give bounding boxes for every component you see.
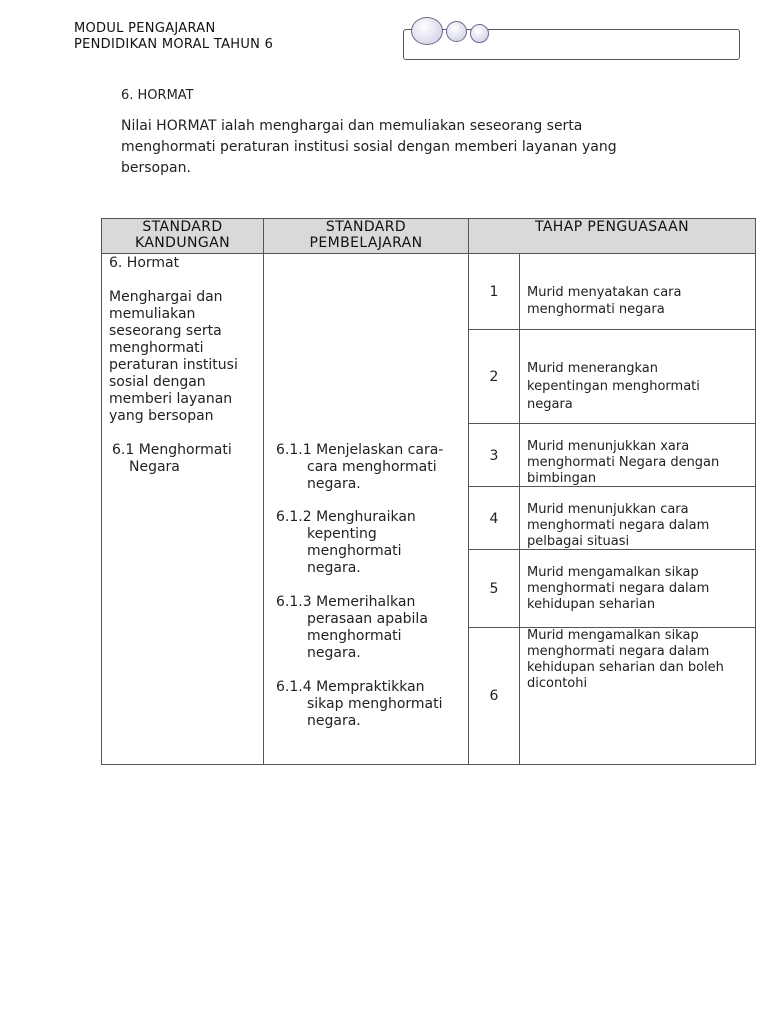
kandungan-line: peraturan institusi bbox=[109, 357, 238, 373]
pembelajaran-item-lead: 6.1.4 Mempraktikkan bbox=[276, 679, 425, 695]
pembelajaran-item-lead: 6.1.3 Memerihalkan bbox=[276, 594, 416, 610]
kandungan-line: seseorang serta bbox=[109, 323, 222, 339]
kandungan-line: yang bersopan bbox=[109, 408, 214, 424]
level-description bbox=[527, 502, 755, 550]
level-description-line: menghormati negara dalam bbox=[527, 518, 710, 533]
pembelajaran-item-line: kepenting bbox=[307, 526, 377, 542]
level-description-line: bimbingan bbox=[527, 471, 597, 486]
level-description-line: pelbagai situasi bbox=[527, 534, 630, 549]
kandungan-line: menghormati bbox=[109, 340, 204, 356]
pembelajaran-item-line: negara. bbox=[307, 713, 361, 729]
column-divider-1 bbox=[263, 218, 264, 765]
header-pembelajaran-line1: STANDARD bbox=[325, 219, 407, 235]
medium-circle-icon bbox=[446, 21, 467, 42]
header-pembelajaran-line2: PEMBELAJARAN bbox=[309, 235, 423, 251]
table-border-right bbox=[755, 218, 756, 765]
pembelajaran-item-line: negara. bbox=[307, 476, 361, 492]
level-description-line: menghormati negara dalam bbox=[527, 581, 710, 596]
table-header-divider bbox=[101, 253, 756, 254]
level-description-line: Murid mengamalkan sikap bbox=[527, 628, 699, 643]
column-divider-3 bbox=[519, 253, 520, 765]
pembelajaran-item-lead: 6.1.2 Menghuraikan bbox=[276, 509, 416, 525]
header-standard-kandungan bbox=[102, 219, 263, 251]
module-subtitle: PENDIDIKAN MORAL TAHUN 6 bbox=[74, 37, 274, 52]
pembelajaran-item-line: menghormati bbox=[307, 628, 402, 644]
section-title: 6. HORMAT bbox=[121, 88, 194, 103]
pembelajaran-item-line: negara. bbox=[307, 560, 361, 576]
level-description-line: kepentingan menghormati bbox=[527, 379, 700, 394]
level-description bbox=[527, 628, 755, 692]
level-description-line: Murid menunjukkan cara bbox=[527, 502, 689, 517]
pembelajaran-item bbox=[276, 594, 466, 662]
kandungan-line: Menghargai dan bbox=[109, 289, 223, 305]
pembelajaran-item-line: negara. bbox=[307, 645, 361, 661]
kandungan-subsection bbox=[112, 442, 232, 476]
row-divider-2 bbox=[468, 423, 755, 424]
module-header bbox=[74, 21, 273, 53]
level-description-line: dicontohi bbox=[527, 676, 588, 691]
column-divider-2 bbox=[468, 218, 469, 765]
level-number: 5 bbox=[489, 581, 499, 597]
kandungan-line: sosial dengan bbox=[109, 374, 206, 390]
level-description-line: negara bbox=[527, 397, 573, 412]
kandungan-subsection-line1: 6.1 Menghormati bbox=[112, 442, 232, 458]
pembelajaran-item bbox=[276, 509, 466, 577]
level-description-line: menghormati negara bbox=[527, 302, 665, 317]
level-description-line: Murid mengamalkan sikap bbox=[527, 565, 699, 580]
module-title: MODUL PENGAJARAN bbox=[74, 21, 216, 36]
level-description bbox=[527, 360, 755, 414]
pembelajaran-item-line: cara menghormati bbox=[307, 459, 437, 475]
pembelajaran-item bbox=[276, 679, 466, 730]
kandungan-description bbox=[109, 289, 259, 425]
pembelajaran-item-line: sikap menghormati bbox=[307, 696, 443, 712]
level-description-line: kehidupan seharian dan boleh bbox=[527, 660, 724, 675]
level-description-line: Murid menerangkan bbox=[527, 361, 659, 376]
level-number: 2 bbox=[489, 369, 499, 385]
pembelajaran-item-line: perasaan apabila bbox=[307, 611, 428, 627]
level-description bbox=[527, 284, 755, 318]
header-kandungan-line1: STANDARD bbox=[142, 219, 223, 235]
header-tahap-penguasaan: TAHAP PENGUASAAN bbox=[534, 219, 690, 235]
pembelajaran-item-line: menghormati bbox=[307, 543, 402, 559]
table-border-bottom bbox=[101, 764, 756, 765]
table-border-left bbox=[101, 218, 102, 765]
small-circle-icon bbox=[470, 24, 489, 43]
level-description-line: Murid menunjukkan xara bbox=[527, 439, 690, 454]
row-divider-1 bbox=[468, 329, 755, 330]
kandungan-line: memberi layanan bbox=[109, 391, 233, 407]
large-circle-icon bbox=[411, 17, 443, 45]
level-number: 6 bbox=[489, 688, 499, 704]
level-number: 4 bbox=[489, 511, 499, 527]
level-description bbox=[527, 439, 755, 487]
pembelajaran-item bbox=[276, 442, 466, 493]
kandungan-title: 6. Hormat bbox=[109, 255, 180, 271]
level-description-line: Murid menyatakan cara bbox=[527, 285, 682, 300]
header-kandungan-line2: KANDUNGAN bbox=[135, 235, 230, 251]
level-description-line: kehidupan seharian bbox=[527, 597, 656, 612]
header-standard-pembelajaran bbox=[264, 219, 468, 251]
section-intro: Nilai HORMAT ialah menghargai dan memuliakan seseorang serta menghormati peraturan institusi sosial dengan memberi layanan yang bersopan. bbox=[121, 118, 617, 176]
level-description-line: menghormati Negara dengan bbox=[527, 455, 720, 470]
level-number: 3 bbox=[489, 448, 499, 464]
kandungan-subsection-line2: Negara bbox=[129, 459, 180, 475]
pembelajaran-item-lead: 6.1.1 Menjelaskan cara- bbox=[276, 442, 444, 458]
level-description bbox=[527, 565, 755, 613]
level-number: 1 bbox=[489, 284, 499, 300]
level-description-line: menghormati negara dalam bbox=[527, 644, 710, 659]
kandungan-line: memuliakan bbox=[109, 306, 196, 322]
